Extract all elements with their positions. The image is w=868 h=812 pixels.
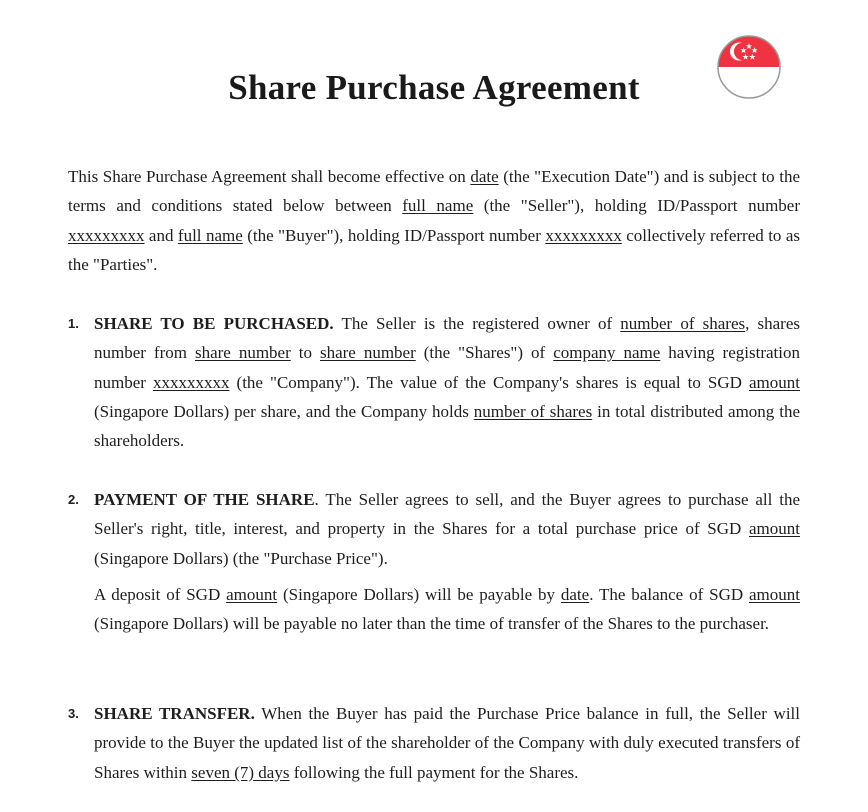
section-share-transfer (68, 699, 800, 787)
registration-number-field[interactable]: xxxxxxxxx (152, 372, 230, 392)
section-heading: SHARE TO BE PURCHASED. (94, 314, 334, 333)
section-heading: PAYMENT OF THE SHARE (94, 490, 315, 509)
company-name-field[interactable]: company name (553, 343, 661, 363)
section-number: 1. (68, 316, 79, 331)
section-share-to-be-purchased (68, 309, 800, 455)
share-number-from-field[interactable]: share number (194, 343, 291, 363)
seller-name-field[interactable]: full name (402, 196, 474, 216)
share-number-to-field[interactable]: share number (319, 343, 416, 363)
document-title: Share Purchase Agreement (228, 68, 640, 107)
section-number: 3. (68, 706, 79, 721)
section-paragraph: SHARE TRANSFER. When the Buyer has paid the Purchase Price balance in full, the Seller will provide to the Buyer the updated list of the shareholder of the Company with duly executed transfers of Shares within seven (7) days following the full payment for the Shares. (94, 704, 801, 782)
buyer-name-field[interactable]: full name (177, 225, 243, 245)
deposit-amount-field[interactable]: amount (226, 584, 278, 604)
balance-amount-field[interactable]: amount (749, 584, 800, 604)
section-heading: SHARE TRANSFER. (94, 704, 255, 723)
seller-id-field[interactable]: xxxxxxxxx (68, 225, 145, 245)
number-of-shares-field[interactable]: number of shares (620, 314, 746, 333)
purchase-price-amount-field[interactable]: amount (749, 519, 800, 539)
intro-paragraph: This Share Purchase Agreement shall become effective on date (the "Execution Date") and is subject to the terms and conditions stated below between full name (the "Seller"), holding ID/Passport number xxxxxxxxx and full name (the "Buyer"), holding ID/Passport number xxxxxxxxx collectively referred to as the "Parties". (68, 167, 801, 274)
deposit-date-field[interactable]: date (560, 584, 590, 604)
section-paragraph: SHARE TO BE PURCHASED. The Seller is the registered owner of number of shares, shares number from share number to share number (the "Shares") of company name having registration number xxxxxxxxx (the "Company"). The value of the Company's shares is equal to SGD amount (Singapore Dollars) per share, and the Company holds number of shares in total distributed among the shareholders. (94, 314, 801, 451)
section-payment-of-the-share (68, 485, 800, 638)
total-shares-field[interactable]: number of shares (473, 401, 593, 421)
buyer-id-field[interactable]: xxxxxxxxx (545, 225, 622, 245)
section-number: 2. (68, 492, 79, 507)
section-paragraph: PAYMENT OF THE SHARE. The Seller agrees to sell, and the Buyer agrees to purchase all the Seller's right, title, interest, and property in the Shares for a total purchase price of SGD amount (Singapore Dollars) (the "Purchase Price"). (94, 490, 800, 568)
execution-date-field[interactable]: date (470, 167, 499, 186)
share-value-amount-field[interactable]: amount (749, 372, 800, 392)
deposit-paragraph: A deposit of SGD amount (Singapore Dollars) will be payable by date. The balance of SGD amount (Singapore Dollars) will be payable no later than the time of transfer of the Shares to the purchaser. (94, 584, 800, 634)
transfer-period-field[interactable]: seven (7) days (191, 762, 290, 782)
